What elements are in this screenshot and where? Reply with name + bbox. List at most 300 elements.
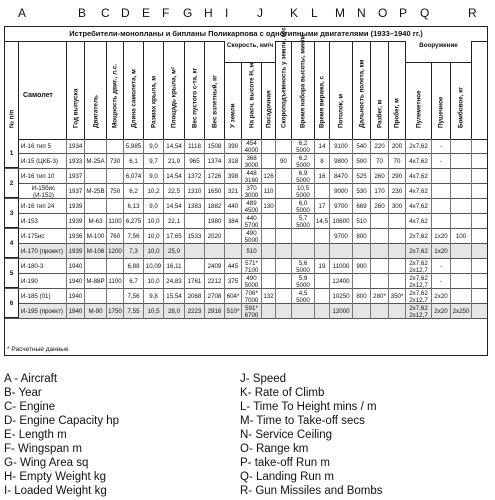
cell-ceiling: 9700 — [330, 229, 353, 244]
cell-takeoff-w: 2708 — [205, 289, 225, 304]
cell-takeoff-w: 1882 — [205, 199, 225, 214]
cell-speed-alt: 571* 7100 — [242, 259, 262, 274]
cell-cannon — [432, 199, 451, 214]
cell-speed-ground: 445 — [225, 259, 242, 274]
cell-climb — [276, 244, 292, 259]
cell-mg: 2х7,62 — [406, 244, 432, 259]
cell-speed-landing — [262, 154, 276, 169]
cell-year: 1937 — [67, 184, 85, 199]
cell-landing-run — [389, 214, 406, 229]
specification-table — [4, 26, 488, 356]
cell-area: 22,1 — [164, 214, 185, 229]
cell-aircraft: И-153 — [19, 214, 67, 229]
cell-mg: 2х7,62 — [406, 229, 432, 244]
cell-climb: 90 — [276, 154, 292, 169]
cell-landing-run — [389, 274, 406, 289]
cell-range: 540 — [353, 139, 371, 154]
cell-mg: 2х7,62 2х12,7 — [406, 259, 432, 274]
header-ceiling — [330, 41, 353, 139]
cell-range — [353, 244, 371, 259]
cell-landing-run — [389, 259, 406, 274]
cell-span: 10,09 — [144, 259, 164, 274]
cell-engine — [85, 139, 107, 154]
cell-takeoff-w: 1374 — [205, 154, 225, 169]
header-turn — [315, 41, 330, 139]
cell-mg: 2х7,62 — [406, 139, 432, 154]
cell-ceiling: 9000 — [330, 184, 353, 199]
header-label: Потолок, м — [337, 94, 345, 128]
cell-aircraft: И-195 (проект) — [19, 304, 67, 319]
cell-empty: 1761 — [185, 274, 205, 289]
cell-ceiling: 10250 — [330, 289, 353, 304]
legend-item: H- Empty Weight kg — [4, 471, 107, 483]
cell-turn — [315, 184, 330, 199]
cell-span: 10,0 — [144, 214, 164, 229]
column-letter-j: J — [257, 6, 263, 20]
header-label: Мощность двиг., л.с. — [111, 63, 119, 128]
cell-engine: М-25А — [85, 154, 107, 169]
cell-cannon: - — [432, 139, 451, 154]
cell-speed-ground: 440 — [225, 199, 242, 214]
cell-landing-run — [389, 244, 406, 259]
cell-length: 6,2 — [124, 184, 144, 199]
cell-speed-alt: 370 3000 — [242, 184, 262, 199]
table-row — [5, 229, 487, 244]
table-row — [5, 274, 487, 289]
cell-time-alt — [292, 229, 315, 244]
header-engine — [85, 41, 107, 139]
cell-turn — [315, 274, 330, 289]
legend-item: O- Range km — [240, 443, 309, 455]
header-armament-group: Вооружение — [406, 41, 472, 63]
cell-span: 9,8 — [144, 289, 164, 304]
cell-span: 10,5 — [144, 304, 164, 319]
cell-speed-alt: 454 4000 — [242, 139, 262, 154]
cell-length: 6,13 — [124, 199, 144, 214]
cell-cannon: 2х20 — [432, 289, 451, 304]
table-row — [5, 169, 487, 184]
cell-power: 1750 — [107, 304, 124, 319]
column-letter-m: M — [335, 6, 345, 20]
cell-speed-alt: 490 5000 — [242, 274, 262, 289]
cell-length: 7,3 — [124, 244, 144, 259]
cell-range: 500 — [353, 154, 371, 169]
cell-length: 7,56 — [124, 229, 144, 244]
legend-item: L- Time To Height mins / m — [240, 401, 377, 413]
cell-takeoff-run — [371, 259, 389, 274]
cell-ceiling: 9800 — [330, 154, 353, 169]
column-letter-h: H — [204, 6, 213, 20]
cell-length: 6,1 — [124, 154, 144, 169]
header-label: Длина самолета, м — [130, 69, 137, 128]
cell-ceiling: 9100 — [330, 139, 353, 154]
header-label: Пушечное — [437, 96, 445, 128]
header-label: Площадь крыла, м² — [170, 67, 178, 128]
cell-climb — [276, 184, 292, 199]
cell-speed-alt: 440 5700 — [242, 214, 262, 229]
cell-speed-ground — [225, 229, 242, 244]
cell-empty: 1533 — [185, 229, 205, 244]
column-letter-r: R — [468, 6, 477, 20]
cell-speed-ground: 390 — [225, 139, 242, 154]
table-row — [5, 184, 487, 199]
cell-bombs — [451, 169, 472, 184]
cell-engine: М-100 — [85, 229, 107, 244]
cell-speed-alt: 368 3000 — [242, 154, 262, 169]
column-letter-p: P — [399, 6, 408, 20]
cell-speed-landing: 132 — [262, 289, 276, 304]
cell-mg: 4х7,62 — [406, 169, 432, 184]
column-letter-a: A — [18, 6, 27, 20]
header-span — [144, 41, 164, 139]
cell-cannon: 1х20 — [432, 229, 451, 244]
cell-turn — [315, 304, 330, 319]
cell-area: 14,54 — [164, 169, 185, 184]
header-time-alt — [292, 34, 315, 139]
cell-range: 669 — [353, 199, 371, 214]
cell-aircraft: И-16 тип 10 — [19, 169, 67, 184]
group-number: 5 — [5, 259, 19, 288]
cell-engine: М-63 — [85, 214, 107, 229]
cell-climb — [276, 274, 292, 289]
cell-cannon — [432, 214, 451, 229]
cell-empty: 2068 — [185, 289, 205, 304]
cell-time-alt — [292, 304, 315, 319]
cell-range: 530 — [353, 184, 371, 199]
cell-takeoff-w: 1508 — [205, 139, 225, 154]
legend-item: E- Length m — [4, 429, 67, 441]
cell-landing-run: 230 — [389, 184, 406, 199]
cell-cannon: - — [432, 259, 451, 274]
cell-empty — [185, 259, 205, 274]
cell-speed-landing — [262, 304, 276, 319]
header-area — [164, 41, 185, 139]
cell-area: 22,5 — [164, 184, 185, 199]
cell-power — [107, 169, 124, 184]
table-row — [5, 289, 487, 304]
cell-year: 1937 — [67, 169, 85, 184]
cell-climb — [276, 229, 292, 244]
column-letter-q: Q — [420, 6, 430, 20]
cell-time-alt: 6,2 5000 — [292, 154, 315, 169]
header-climb — [276, 27, 292, 139]
cell-area: 14,54 — [164, 139, 185, 154]
cell-speed-ground: 318 — [225, 154, 242, 169]
cell-cannon: - — [432, 154, 451, 169]
cell-bombs — [451, 274, 472, 289]
cell-power — [107, 199, 124, 214]
legend-item: P- take-off Run m — [240, 457, 330, 469]
cell-year: 1933 — [67, 154, 85, 169]
cell-speed-alt: 510 — [242, 244, 262, 259]
cell-cannon: - — [432, 274, 451, 289]
cell-turn: 14,5 — [315, 214, 330, 229]
legend-item: A - Aircraft — [4, 373, 58, 385]
column-letter-f: F — [162, 6, 170, 20]
table-row — [5, 304, 487, 319]
cell-engine — [85, 199, 107, 214]
cell-engine — [85, 289, 107, 304]
header-label: Год выпуска — [72, 88, 79, 128]
cell-time-alt: 10,5 5000 — [292, 184, 315, 199]
legend-item: D- Engine Capacity hp — [4, 415, 120, 427]
cell-empty: 965 — [185, 154, 205, 169]
table-row — [5, 214, 487, 229]
cell-landing-run — [389, 229, 406, 244]
cell-turn: 16 — [315, 169, 330, 184]
cell-length: 6,275 — [124, 214, 144, 229]
cell-power: 750 — [107, 184, 124, 199]
cell-span: 10,0 — [144, 274, 164, 289]
cell-speed-ground: 604* — [225, 289, 242, 304]
cell-length: 5,985 — [124, 139, 144, 154]
cell-takeoff-run: 70 — [371, 154, 389, 169]
cell-ceiling: 12400 — [330, 274, 353, 289]
cell-bombs: 2х250 — [451, 304, 472, 319]
cell-power — [107, 289, 124, 304]
header-label: Разбег, м — [376, 99, 383, 128]
cell-time-alt: 5,9 5000 — [292, 274, 315, 289]
cell-range — [353, 274, 371, 289]
cell-time-alt: 5,7 5000 — [292, 214, 315, 229]
column-letter-g: G — [183, 6, 193, 20]
cell-time-alt: 5,6 5000 — [292, 259, 315, 274]
cell-turn — [315, 229, 330, 244]
cell-area: 28,0 — [164, 304, 185, 319]
cell-speed-alt: 489 4500 — [242, 199, 262, 214]
cell-span: 10,2 — [144, 184, 164, 199]
header-takeoff-run — [371, 41, 389, 139]
cell-aircraft: И-15 (ЦКБ-3) — [19, 154, 67, 169]
header-aircraft — [19, 41, 67, 139]
cell-speed-alt: 490 5000 — [242, 229, 262, 244]
cell-time-alt: 6,9 5000 — [292, 169, 315, 184]
legend-item: K- Rate of Climb — [240, 387, 325, 399]
legend-item: N- Service Ceiling — [240, 429, 333, 441]
cell-climb — [276, 169, 292, 184]
cell-takeoff-run — [371, 229, 389, 244]
cell-cannon: 1х20 — [432, 244, 451, 259]
cell-area: 15,54 — [164, 289, 185, 304]
cell-turn: 17 — [315, 199, 330, 214]
cell-empty — [185, 244, 205, 259]
cell-aircraft: И-190 — [19, 274, 67, 289]
cell-speed-landing — [262, 214, 276, 229]
cell-speed-ground: 398 — [225, 169, 242, 184]
cell-ceiling: 9700 — [330, 199, 353, 214]
cell-climb — [276, 259, 292, 274]
cell-mg: 4х7,62 — [406, 214, 432, 229]
cell-year: 1936 — [67, 229, 85, 244]
cell-area: 24,83 — [164, 274, 185, 289]
cell-area: 21,9 — [164, 154, 185, 169]
cell-takeoff-w: 2916 — [205, 304, 225, 319]
cell-area: 25,0 — [164, 244, 185, 259]
header-label: Двигатель — [92, 95, 99, 128]
cell-landing-run: 300 — [389, 199, 406, 214]
cell-empty: 1372 — [185, 169, 205, 184]
header-label: Пробег, м — [393, 98, 401, 128]
cell-mg: 2х7,62 2х12,7 — [406, 304, 432, 319]
group-number: 4 — [5, 229, 19, 258]
cell-length: 6,7 — [124, 274, 144, 289]
cell-landing-run: 290 — [389, 169, 406, 184]
cell-aircraft: И-175ис — [19, 229, 67, 244]
cell-ceiling: 11000 — [330, 259, 353, 274]
cell-aircraft: И-180-3 — [19, 259, 67, 274]
cell-speed-landing — [262, 139, 276, 154]
cell-speed-landing: 110 — [262, 184, 276, 199]
column-letter-l: L — [311, 6, 318, 20]
cell-engine: М-106 — [85, 244, 107, 259]
table-row — [5, 244, 487, 259]
cell-area: 14,54 — [164, 199, 185, 214]
header-label: Бомбовое, кг — [457, 86, 465, 128]
cell-landing-run — [389, 304, 406, 319]
cell-speed-ground — [225, 244, 242, 259]
cell-speed-ground: 375 — [225, 274, 242, 289]
cell-ceiling — [330, 244, 353, 259]
cell-time-alt — [292, 244, 315, 259]
cell-cannon — [432, 169, 451, 184]
table-row — [5, 139, 487, 154]
cell-landing-run: 200 — [389, 139, 406, 154]
cell-range — [353, 304, 371, 319]
legend-item: Q- Landing Run m — [240, 471, 334, 483]
cell-year: 1940 — [67, 289, 85, 304]
cell-power: 760 — [107, 229, 124, 244]
cell-speed-landing — [262, 274, 276, 289]
group-number: 2 — [5, 169, 19, 198]
column-letter-row — [0, 0, 495, 24]
cell-empty — [185, 214, 205, 229]
legend-item: M- Time to Take-off secs — [240, 415, 365, 427]
cell-length: 7,55 — [124, 304, 144, 319]
header-label: На расч. высоте Н, м — [248, 62, 255, 128]
cell-climb — [276, 304, 292, 319]
cell-aircraft: И-16 тип 24 — [19, 199, 67, 214]
table-title: Истребители-монопланы и бипланы Поликарпова с однотипными двигателями (1933–1940 гг.) — [5, 27, 487, 42]
cell-range: 800 — [353, 229, 371, 244]
cell-speed-ground: 321 — [225, 184, 242, 199]
cell-bombs — [451, 259, 472, 274]
table-row — [5, 259, 487, 274]
cell-bombs — [451, 199, 472, 214]
cell-year: 1939 — [67, 214, 85, 229]
cell-length: 6,074 — [124, 169, 144, 184]
cell-cannon: 2х20 — [432, 304, 451, 319]
header-label: Время виража, с — [318, 75, 326, 128]
column-letter-n: N — [357, 6, 366, 20]
cell-speed-landing: 130 — [262, 199, 276, 214]
cell-length: 7,56 — [124, 289, 144, 304]
cell-landing-run: 70 — [389, 154, 406, 169]
cell-climb — [276, 139, 292, 154]
cell-power — [107, 139, 124, 154]
cell-span: 10,0 — [144, 229, 164, 244]
cell-year: 1939 — [67, 199, 85, 214]
column-letter-c: C — [101, 6, 110, 20]
column-letter-i: I — [225, 6, 229, 20]
cell-takeoff-w — [205, 244, 225, 259]
cell-aircraft: И-185 (01) — [19, 289, 67, 304]
cell-power: 1100 — [107, 274, 124, 289]
column-letter-b: B — [78, 6, 87, 20]
column-legend — [4, 358, 494, 498]
cell-power: 730 — [107, 154, 124, 169]
header-label: Вес взлетный, кг — [211, 75, 218, 128]
cell-engine — [85, 259, 107, 274]
legend-item: R- Gun Missiles and Bombs — [240, 485, 383, 497]
cell-empty: 1310 — [185, 184, 205, 199]
header-label: Пулеметное — [415, 90, 422, 128]
legend-item: G- Wing Area sq — [4, 457, 89, 469]
cell-span: 9,0 — [144, 139, 164, 154]
legend-item: B- Year — [4, 387, 42, 399]
cell-aircraft: И-170 (проект) — [19, 244, 67, 259]
cell-aircraft: И-16 тип 5 — [19, 139, 67, 154]
cell-takeoff-w: 2020 — [205, 229, 225, 244]
header-length — [124, 41, 144, 139]
legend-item: F- Wingspan m — [4, 443, 82, 455]
cell-ceiling: 10600 — [330, 214, 353, 229]
cell-area: 16,11 — [164, 259, 185, 274]
cell-speed-landing — [262, 229, 276, 244]
cell-mg: 2х7,62 2х12,7 — [406, 274, 432, 289]
column-letter-d: D — [121, 6, 130, 20]
cell-engine — [85, 169, 107, 184]
cell-takeoff-run: 220 — [371, 139, 389, 154]
cell-year: 1940 — [67, 259, 85, 274]
group-number: 3 — [5, 199, 19, 228]
cell-takeoff-run: 260 — [371, 199, 389, 214]
cell-range: 900 — [353, 259, 371, 274]
cell-turn — [315, 244, 330, 259]
header-label: Посадочная — [265, 90, 272, 128]
cell-speed-ground: 510* — [225, 304, 242, 319]
column-letter-o: O — [378, 6, 388, 20]
cell-landing-run: 350* — [389, 289, 406, 304]
cell-bombs — [451, 214, 472, 229]
legend-item: C- Engine — [4, 401, 56, 413]
header-takeoff-w — [205, 41, 225, 139]
cell-takeoff-run: 280* — [371, 289, 389, 304]
cell-turn: 14 — [315, 139, 330, 154]
cell-bombs — [451, 289, 472, 304]
cell-span: 10,0 — [144, 244, 164, 259]
cell-takeoff-w: 1726 — [205, 169, 225, 184]
cell-takeoff-run: 170 — [371, 184, 389, 199]
cell-mg: 4х7,62 — [406, 184, 432, 199]
cell-takeoff-run: 260 — [371, 169, 389, 184]
header-label: Самолет — [23, 92, 53, 99]
cell-climb — [276, 199, 292, 214]
cell-empty: 2223 — [185, 304, 205, 319]
header-landing-run — [389, 41, 406, 139]
header-empty — [185, 41, 205, 139]
cell-time-alt: 4,5 5000 — [292, 289, 315, 304]
cell-bombs — [451, 154, 472, 169]
cell-power: 1200 — [107, 244, 124, 259]
footnote: * Расчетные данные — [7, 346, 69, 353]
cell-year: 1939 — [67, 244, 85, 259]
cell-range: 800 — [353, 289, 371, 304]
cell-turn: 19 — [315, 259, 330, 274]
cell-mg: 4х7,62 — [406, 199, 432, 214]
cell-turn: 8 — [315, 154, 330, 169]
column-letter-k: K — [290, 6, 299, 20]
cell-time-alt: 6,2 5000 — [292, 139, 315, 154]
